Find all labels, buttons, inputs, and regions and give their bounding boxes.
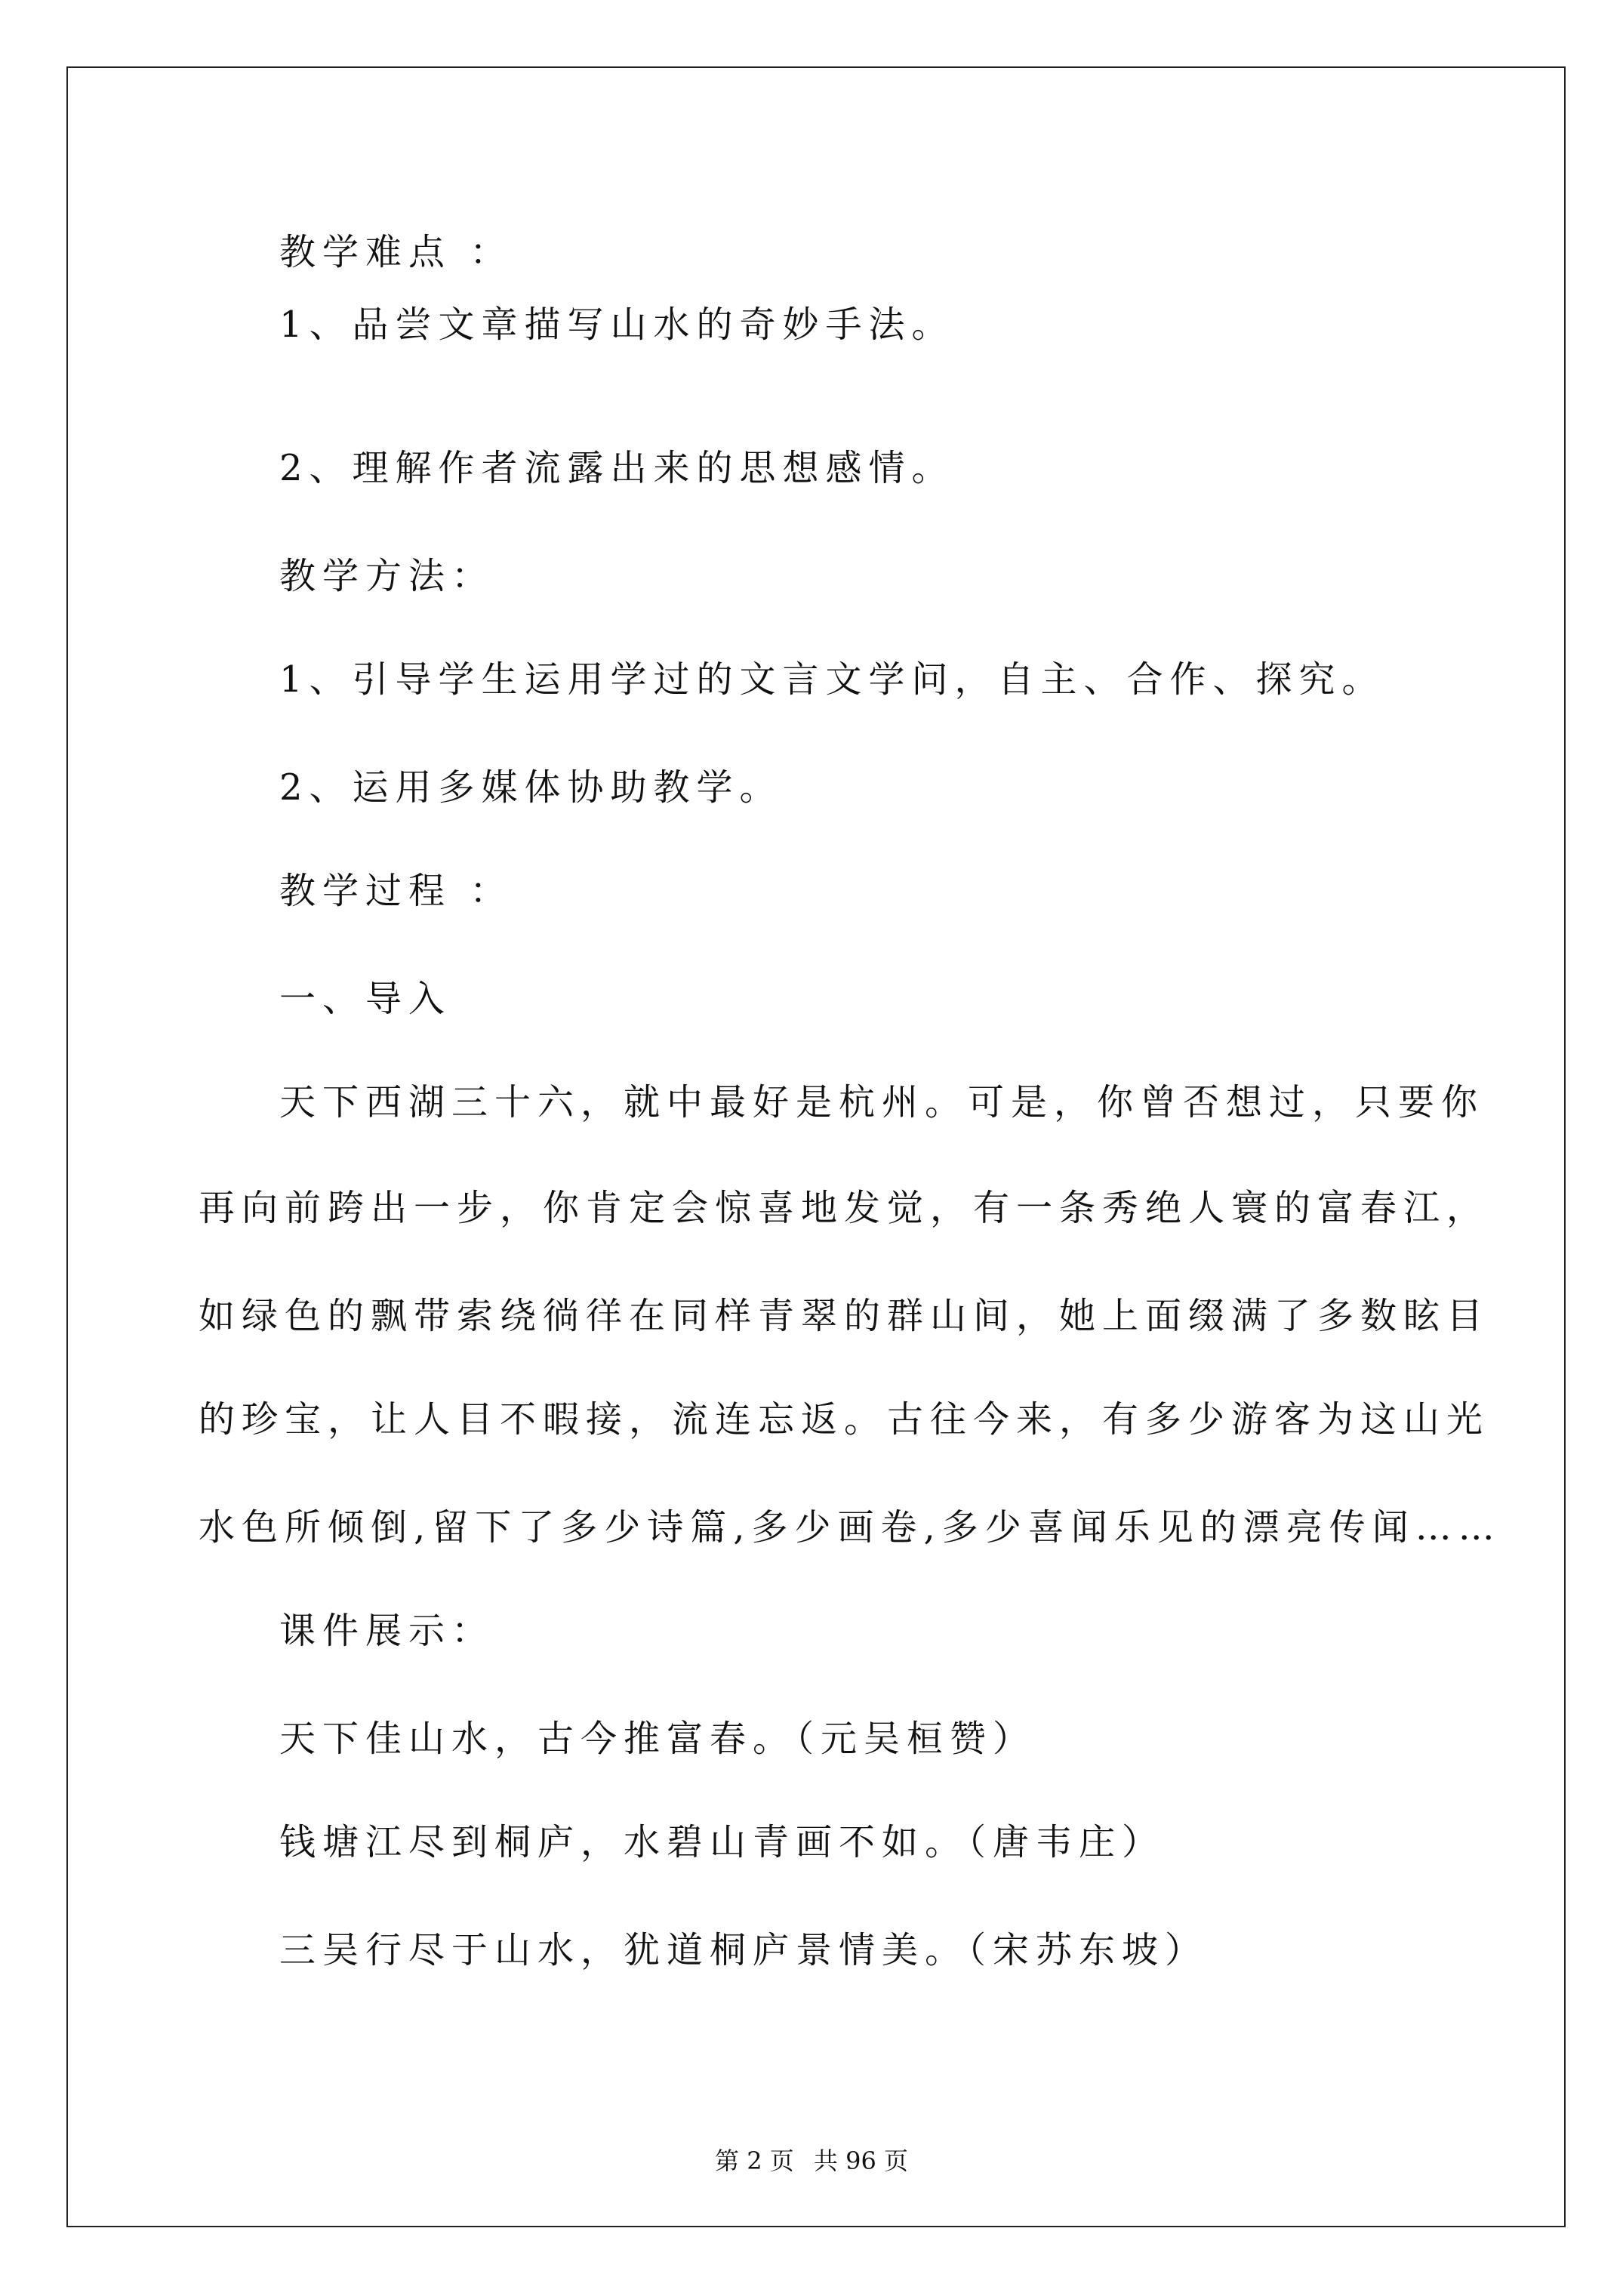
text-line: 教学难点 ： [279, 231, 513, 273]
quote-line: 三吴行尽于山水，犹道桐庐景情美。（宋苏东坡） [279, 1929, 1209, 1971]
paragraph-line: 水色所倾倒,留下了多少诗篇,多少画卷,多少喜闻乐见的漂亮传闻…… [199, 1506, 1501, 1549]
page-total: 共 96 页 [813, 2147, 908, 2175]
paragraph-line: 天下西湖三十六，就中最好是杭州。可是，你曾否想过，只要你 [279, 1081, 1485, 1123]
text-line: 课件展示： [279, 1610, 495, 1652]
paragraph-line: 的珍宝，让人目不暇接，流连忘返。古往今来，有多少游客为这山光 [199, 1398, 1490, 1441]
text-line: 1、引导学生运用学过的文言文学问，自主、合作、探究。 [279, 658, 1385, 701]
quote-line: 钱塘江尽到桐庐，水碧山青画不如。（唐韦庄） [279, 1821, 1166, 1863]
page-frame [66, 66, 1566, 2227]
page-number: 第 2 页 [715, 2147, 794, 2175]
quote-line: 天下佳山水，古今推富春。（元吴桓赞） [279, 1718, 1036, 1760]
text-line: 一、导入 [279, 978, 452, 1020]
text-line: 教学方法： [279, 555, 495, 597]
text-line: 2、理解作者流露出来的思想感情。 [279, 447, 955, 489]
page-footer [0, 2146, 1623, 2176]
paragraph-line: 再向前跨出一步，你肯定会惊喜地发觉，有一条秀绝人寰的富春江， [199, 1187, 1490, 1229]
paragraph-line: 如绿色的飘带索绕徜徉在同样青翠的群山间，她上面缀满了多数眩目 [199, 1295, 1490, 1337]
text-line: 2、运用多媒体协助教学。 [279, 766, 783, 809]
text-line: 教学过程 ： [279, 870, 513, 912]
text-line: 1、品尝文章描写山水的奇妙手法。 [279, 304, 955, 346]
